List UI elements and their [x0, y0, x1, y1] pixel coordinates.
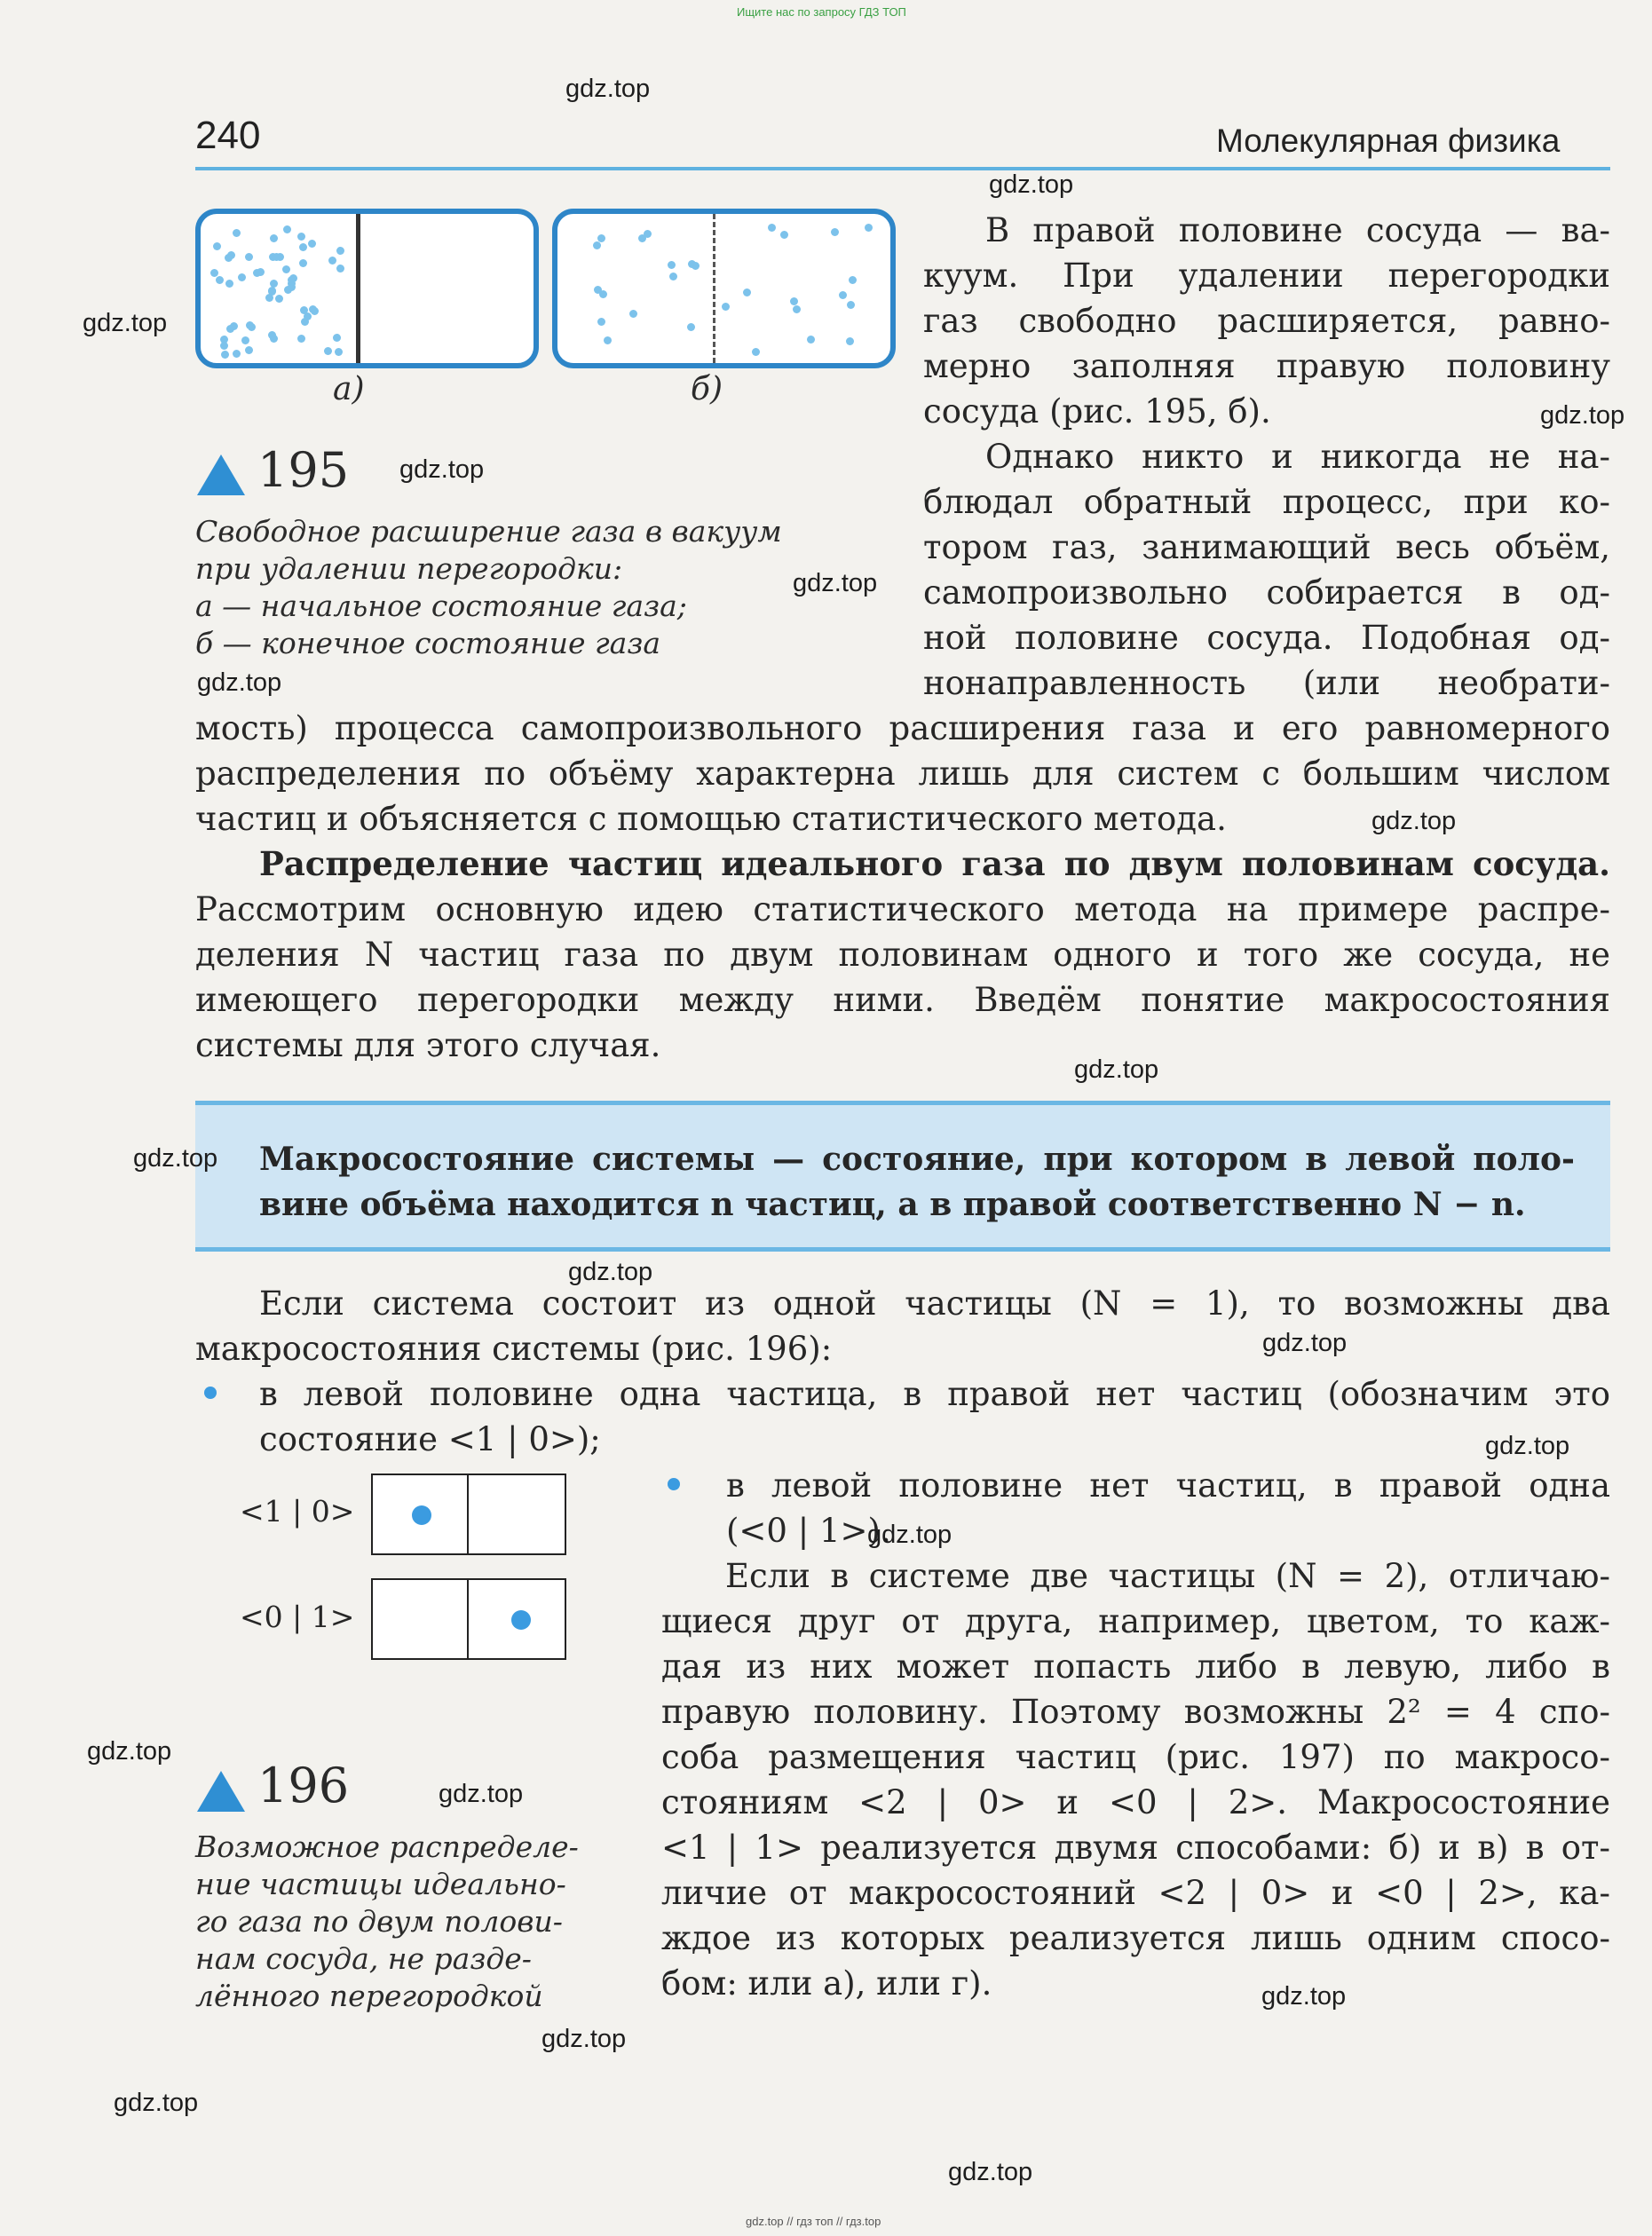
gas-molecule [333, 334, 341, 342]
caption-line: при удалении перегородки: [195, 551, 623, 586]
watermark: gdz.top [1371, 807, 1457, 835]
gas-molecule [246, 321, 254, 329]
text-line: макросостояния системы (рис. 196): [195, 1330, 833, 1368]
gas-molecule [790, 297, 798, 305]
text-line: состояние <1 | 0>); [259, 1420, 601, 1458]
removed-partition [713, 214, 715, 363]
paragraph-two-particles [661, 1553, 1610, 2006]
watermark: gdz.top [793, 569, 878, 597]
gas-molecule [743, 288, 751, 296]
gas-molecule [226, 325, 234, 333]
caption-line: а — начальное состояние газа; [195, 589, 687, 623]
text-line: газ свободно расширяется, равно- [923, 302, 1610, 340]
gas-molecule [270, 234, 278, 242]
cell-left-2 [371, 1578, 470, 1660]
caption-line: го газа по двум полови- [195, 1904, 563, 1939]
triangle-icon [197, 1771, 245, 1812]
gas-molecule [849, 276, 857, 284]
gas-molecule [604, 336, 612, 344]
gas-molecule [831, 228, 839, 236]
gas-molecule [227, 251, 235, 259]
watermark: gdz.top [565, 75, 651, 103]
text-line: правую половину. Поэтому возможны 2² = 4 спо- [661, 1693, 1610, 1731]
gas-molecule [629, 310, 637, 318]
gas-molecule [265, 294, 273, 302]
vessel-final [552, 209, 896, 368]
gas-molecule [297, 233, 305, 241]
gas-molecule [283, 225, 291, 233]
watermark: gdz.top [568, 1258, 653, 1286]
text-line: ждое из которых реализуется лишь одним спосо- [661, 1919, 1610, 1957]
text-line: блюдал обратный процесс, при ко- [923, 483, 1610, 521]
gas-molecule [275, 295, 283, 303]
gas-molecule [638, 234, 646, 242]
state-0-1-label: <0 | 1> [240, 1600, 355, 1634]
gas-molecule [768, 224, 776, 232]
gas-molecule [668, 261, 676, 269]
watermark: gdz.top [989, 170, 1074, 199]
definition-line: Макросостояние системы — состояние, при котором в левой поло- [259, 1141, 1575, 1178]
gas-molecule [233, 229, 241, 237]
text-line: Если в системе две частицы (N = 2), отличаю- [725, 1557, 1610, 1595]
gas-molecule [309, 305, 317, 313]
gas-molecule [780, 231, 788, 239]
gas-molecule [245, 253, 253, 261]
caption-line: ние частицы идеально- [195, 1867, 566, 1901]
bullet-left-state [259, 1371, 1610, 1462]
text-line: частиц и объясняется с помощью статистического метода. [195, 800, 1227, 838]
bullet-icon [204, 1387, 217, 1399]
gas-molecule [225, 280, 233, 288]
top-note: Ищите нас по запросу ГДЗ ТОП [737, 5, 906, 19]
definition-line: вине объёма находится n частиц, а в правой соответственно N − n. [259, 1186, 1526, 1223]
gas-molecule [220, 342, 228, 350]
fig196-number: 196 [257, 1758, 350, 1813]
watermark: gdz.top [83, 309, 168, 337]
gas-molecule [253, 269, 261, 277]
text-line: Если система состоит из одной частицы (N = 1), то возможны два [259, 1284, 1610, 1323]
text-line: сосуда (рис. 195, б). [923, 392, 1271, 431]
gas-molecule [268, 287, 276, 295]
header-rule [195, 167, 1610, 170]
paragraph-vacuum [923, 208, 1610, 706]
watermark: gdz.top [114, 2089, 199, 2117]
watermark: gdz.top [1485, 1432, 1570, 1460]
watermark: gdz.top [197, 668, 282, 697]
gas-molecule [336, 265, 344, 273]
gas-molecule [241, 336, 249, 344]
text-line: деления N частиц газа по двум половинам одного и того же сосуда, не [195, 936, 1610, 974]
gas-molecule [273, 253, 281, 261]
gas-molecule [335, 348, 343, 356]
gas-molecule [839, 291, 847, 299]
paragraph-one-particle [195, 1281, 1610, 1371]
watermark: gdz.top [1074, 1055, 1159, 1084]
watermark: gdz.top [1262, 1329, 1348, 1357]
text-line: Рассмотрим основную идею статистического метода на примере распре- [195, 890, 1610, 928]
text-line: нонаправленность (или необрати- [923, 664, 1610, 702]
watermark: gdz.top [867, 1521, 952, 1549]
gas-molecule [270, 280, 278, 288]
section-title: Молекулярная физика [1216, 122, 1561, 159]
text-line: (<0 | 1>). [726, 1512, 891, 1550]
particle [412, 1505, 431, 1525]
subheading: Распределение частиц идеального газа по двум половинам сосуда. [259, 844, 1610, 883]
caption-line: нам сосуда, не разде- [195, 1941, 532, 1976]
particle [511, 1610, 531, 1630]
gas-molecule [245, 346, 253, 354]
gas-molecule [238, 273, 246, 281]
paragraph-irreversibility [195, 706, 1610, 1068]
gas-molecule [297, 335, 305, 343]
triangle-icon [197, 454, 245, 495]
gas-molecule [687, 323, 695, 331]
cell-right-1 [467, 1474, 566, 1555]
gas-molecule [846, 337, 854, 345]
gas-molecule [752, 348, 760, 356]
text-line: личие от макросостояний <2 | 0> и <0 | 2>, ка- [661, 1874, 1610, 1912]
caption-line: лённого перегородкой [195, 1979, 543, 2013]
watermark: gdz.top [439, 1780, 524, 1808]
gas-molecule [847, 301, 855, 309]
partition [356, 214, 360, 363]
gas-molecule [233, 350, 241, 358]
gas-molecule [308, 240, 316, 248]
bottom-note: gdz.top // гдз топ // гдз.top [746, 2215, 881, 2228]
text-line: в левой половине нет частиц, в правой одна [726, 1466, 1610, 1505]
watermark: gdz.top [1261, 1982, 1347, 2011]
text-line: бом: или а), или г). [661, 1964, 992, 2003]
watermark: gdz.top [948, 2158, 1033, 2186]
cell-right-2 [467, 1578, 566, 1660]
text-line: соба размещения частиц (рис. 197) по макросо- [661, 1738, 1610, 1776]
text-line: стояниям <2 | 0> и <0 | 2>. Макросостояние [661, 1783, 1610, 1821]
vessel-initial [195, 209, 539, 368]
text-line: в левой половине одна частица, в правой нет частиц (обозначим это [259, 1375, 1610, 1413]
fig195-number: 195 [257, 442, 350, 498]
gas-molecule [807, 336, 815, 344]
state-1-0-label: <1 | 0> [240, 1494, 355, 1529]
text-line: мерно заполняя правую половину [923, 347, 1610, 385]
text-line: куум. При удалении перегородки [923, 257, 1610, 295]
fig195-label-b: б) [691, 371, 723, 407]
gas-molecule [304, 312, 312, 320]
gas-molecule [221, 351, 229, 359]
gas-molecule [336, 247, 344, 255]
gas-molecule [288, 283, 296, 291]
watermark: gdz.top [541, 2025, 627, 2053]
text-line: Однако никто и никогда не на- [985, 438, 1610, 476]
gas-molecule [722, 303, 730, 311]
page-number: 240 [195, 114, 261, 157]
gas-molecule [324, 347, 332, 355]
watermark: gdz.top [1540, 401, 1625, 430]
text-line: имеющего перегородки между ними. Введём понятие макросостояния [195, 981, 1610, 1019]
text-line: системы для этого случая. [195, 1026, 661, 1064]
fig195-caption [195, 513, 852, 662]
text-line: распределения по объёму характерна лишь для систем с большим числом [195, 755, 1610, 793]
watermark: gdz.top [133, 1144, 218, 1173]
text-line: тором газ, занимающий весь объём, [923, 528, 1610, 566]
bullet-right-state [726, 1463, 1610, 1553]
gas-molecule [669, 273, 677, 280]
cell-left-1 [371, 1474, 470, 1555]
gas-molecule [597, 318, 605, 326]
fig196-caption [195, 1829, 604, 2015]
text-line: мость) процесса самопроизвольного расширения газа и его равномерного [195, 709, 1610, 747]
gas-molecule [597, 234, 605, 242]
text-line: самопроизвольно собирается в од- [923, 573, 1610, 612]
gas-molecule [599, 290, 607, 298]
text-line: <1 | 1> реализуется двумя способами: б) и в) в от- [661, 1829, 1610, 1867]
watermark: gdz.top [399, 455, 485, 484]
gas-molecule [793, 305, 801, 313]
caption-line: Свободное расширение газа в вакуум [195, 514, 782, 549]
gas-molecule [865, 224, 873, 232]
text-line: дая из них может попасть либо в левую, либо в [661, 1647, 1610, 1686]
text-line: В правой половине сосуда — ва- [985, 211, 1610, 249]
gas-molecule [299, 243, 307, 251]
caption-line: б — конечное состояние газа [195, 626, 660, 660]
gas-molecule [299, 259, 307, 267]
bullet-icon [668, 1478, 680, 1490]
text-line: щиеся друг от друга, например, цветом, то каж- [661, 1602, 1610, 1640]
gas-molecule [593, 241, 601, 249]
gas-molecule [282, 265, 290, 273]
watermark: gdz.top [87, 1737, 172, 1766]
text-line: ной половине сосуда. Подобная од- [923, 619, 1610, 657]
caption-line: Возможное распределе- [195, 1829, 579, 1864]
gas-molecule [216, 276, 224, 284]
gas-molecule [328, 257, 336, 265]
gas-molecule [213, 242, 221, 250]
fig195-label-a: а) [333, 371, 365, 407]
gas-molecule [270, 335, 278, 343]
definition-box [195, 1101, 1610, 1252]
